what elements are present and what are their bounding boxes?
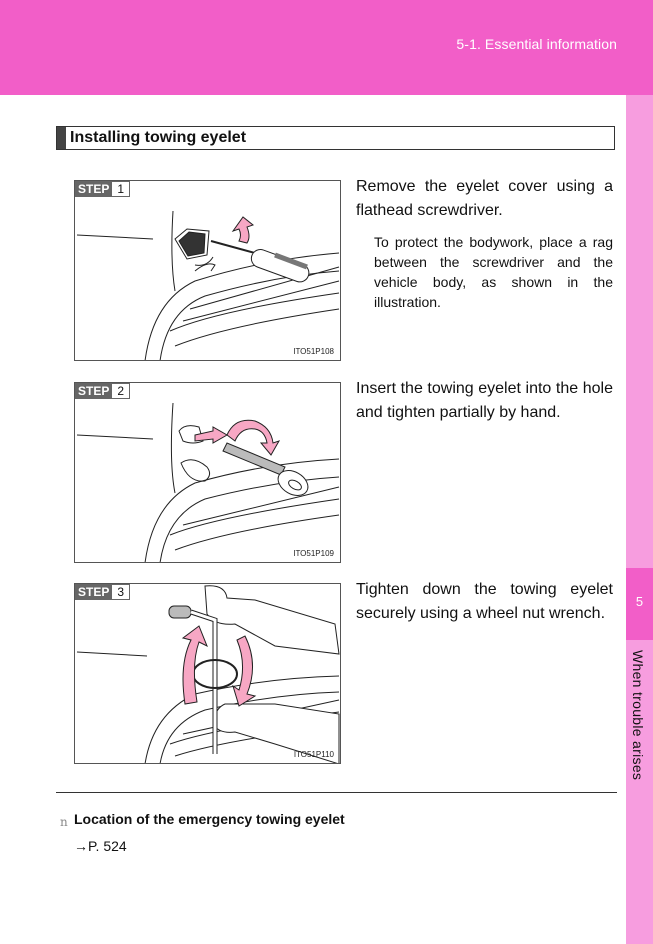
step-1-note: To protect the bodywork, place a rag between the screwdriver and the vehicle body, as shown in the illustration. <box>374 234 613 310</box>
figure-code: ITO51P108 <box>293 347 334 356</box>
note-bullet: n <box>60 815 68 829</box>
note-title: Location of the emergency towing eyelet <box>74 811 345 827</box>
step-badge <box>75 584 130 600</box>
section-label: 5-1. Essential information <box>456 36 617 52</box>
heading-bar <box>57 127 66 149</box>
section-heading <box>56 126 615 150</box>
page-reference-link[interactable]: →P. 524 <box>74 838 127 854</box>
eyelet-cover-removal-drawing <box>75 181 341 361</box>
eyelet-tightening-drawing <box>75 584 341 764</box>
step-badge <box>75 383 130 399</box>
section-title: Installing towing eyelet <box>70 129 247 146</box>
step-number: 1 <box>112 181 130 197</box>
step-3-text: Tighten down the towing eyelet securely using a wheel nut wrench. <box>356 581 613 622</box>
step-label: STEP <box>75 181 112 197</box>
step-1-text: Remove the eyelet cover using a flathead screwdriver. <box>356 178 613 219</box>
step-badge <box>75 181 130 197</box>
step-2-illustration <box>74 382 341 563</box>
chapter-side-tab <box>626 95 653 944</box>
step-1-illustration <box>74 180 341 361</box>
step-label: STEP <box>75 584 112 600</box>
section-divider <box>56 792 617 793</box>
chapter-title: When trouble arises <box>630 650 646 781</box>
figure-code: ITO51P110 <box>293 750 334 759</box>
page-header <box>0 0 653 95</box>
figure-code: ITO51P109 <box>293 549 334 558</box>
step-2-text: Insert the towing eyelet into the hole and tighten partially by hand. <box>356 380 613 421</box>
chapter-number: 5 <box>635 594 644 609</box>
step-number: 2 <box>112 383 130 399</box>
eyelet-insertion-drawing <box>75 383 341 563</box>
step-number: 3 <box>112 584 130 600</box>
step-3-illustration <box>74 583 341 764</box>
step-label: STEP <box>75 383 112 399</box>
